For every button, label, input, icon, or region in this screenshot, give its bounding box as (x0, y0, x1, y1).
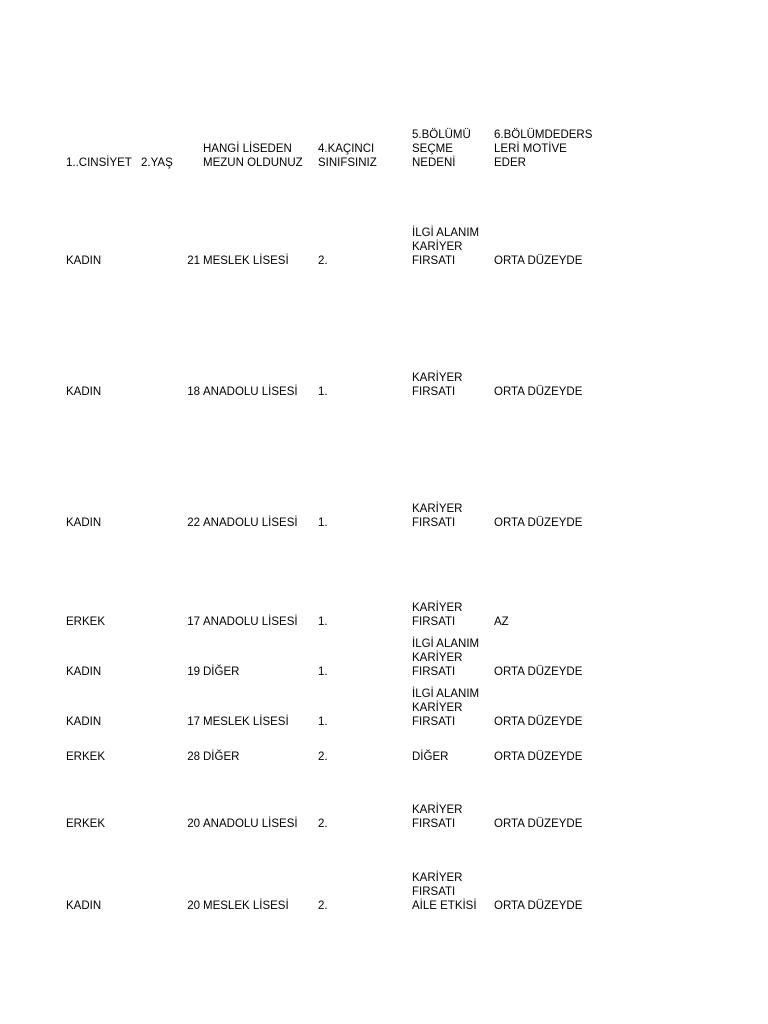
cell-reason-line: KARİYER (412, 652, 463, 664)
cell-motivation: ORTA DÜZEYDE (494, 751, 583, 763)
cell-reason (412, 226, 479, 268)
cell-reason (412, 637, 479, 679)
cell-reason-line: FIRSATI (412, 255, 456, 267)
cell-year: 1. (318, 517, 328, 529)
cell-gender: KADIN (66, 386, 102, 398)
cell-gender: KADIN (66, 517, 102, 529)
cell-motivation: ORTA DÜZEYDE (494, 517, 583, 529)
cell-school: MESLEK LİSESİ (203, 900, 289, 912)
cell-year: 1. (318, 386, 328, 398)
cell-reason-line: FIRSATI (412, 386, 456, 398)
cell-age: 21 (187, 255, 200, 267)
cell-reason (412, 803, 463, 831)
cell-reason-line: AİLE ETKİSİ (412, 900, 477, 912)
cell-age: 18 (187, 386, 200, 398)
cell-school: ANADOLU LİSESİ (203, 386, 298, 398)
cell-gender: ERKEK (66, 751, 105, 763)
cell-reason-line: KARİYER (412, 241, 463, 253)
cell-reason-line: FIRSATI (412, 666, 456, 678)
header-reason (412, 128, 471, 170)
cell-school: DİĞER (203, 666, 240, 678)
cell-reason-line: İLGİ ALANIM (412, 227, 480, 239)
cell-age: 28 (187, 751, 200, 763)
header-school (203, 142, 303, 170)
header-year (318, 142, 377, 170)
header-motivation-line: EDER (494, 157, 526, 169)
cell-gender: KADIN (66, 666, 102, 678)
cell-year: 1. (318, 616, 328, 628)
cell-age: 19 (187, 666, 200, 678)
cell-age: 20 (187, 818, 200, 830)
cell-school: DİĞER (203, 751, 240, 763)
cell-school: MESLEK LİSESİ (203, 716, 289, 728)
cell-reason-line: KARİYER (412, 804, 463, 816)
cell-age: 17 (187, 616, 200, 628)
cell-reason (412, 871, 477, 913)
header-school-line: HANGİ LİSEDEN (203, 143, 292, 155)
cell-reason-line: KARİYER (412, 702, 463, 714)
cell-reason (412, 502, 463, 530)
header-motivation-line: LERİ MOTİVE (494, 143, 567, 155)
cell-gender: KADIN (66, 255, 102, 267)
cell-reason-line: FIRSATI (412, 616, 456, 628)
cell-motivation: ORTA DÜZEYDE (494, 818, 583, 830)
header-year-line: 4.KAÇINCI (318, 143, 375, 155)
cell-school: ANADOLU LİSESİ (203, 517, 298, 529)
cell-reason-line: KARİYER (412, 602, 463, 614)
cell-age: 20 (187, 900, 200, 912)
cell-year: 2. (318, 255, 328, 267)
cell-reason-line: İLGİ ALANIM (412, 688, 480, 700)
cell-reason (412, 371, 463, 399)
cell-gender: KADIN (66, 900, 102, 912)
cell-age: 22 (187, 517, 200, 529)
header-reason-line: 5.BÖLÜMÜ (412, 129, 471, 141)
header-gender: 1..CINSİYET (66, 157, 132, 169)
cell-motivation: ORTA DÜZEYDE (494, 386, 583, 398)
cell-gender: ERKEK (66, 818, 105, 830)
cell-motivation: ORTA DÜZEYDE (494, 716, 583, 728)
cell-motivation: ORTA DÜZEYDE (494, 255, 583, 267)
cell-motivation: ORTA DÜZEYDE (494, 900, 583, 912)
cell-motivation: ORTA DÜZEYDE (494, 666, 583, 678)
cell-reason-line: DİĞER (412, 751, 449, 763)
cell-gender: KADIN (66, 716, 102, 728)
cell-reason (412, 687, 479, 729)
cell-reason-line: KARİYER (412, 503, 463, 515)
header-year-line: SINIFSINIZ (318, 157, 377, 169)
header-motivation (494, 128, 592, 170)
cell-reason-line: KARİYER (412, 872, 463, 884)
cell-school: ANADOLU LİSESİ (203, 616, 298, 628)
header-age: 2.YAŞ (141, 157, 173, 169)
cell-year: 2. (318, 818, 328, 830)
cell-reason (412, 750, 448, 764)
cell-year: 2. (318, 900, 328, 912)
header-motivation-line: 6.BÖLÜMDEDERS (494, 129, 593, 141)
header-reason-line: SEÇME (412, 143, 453, 155)
cell-year: 1. (318, 716, 328, 728)
cell-motivation: AZ (494, 616, 509, 628)
cell-year: 2. (318, 751, 328, 763)
header-school-line: MEZUN OLDUNUZ (203, 157, 303, 169)
cell-gender: ERKEK (66, 616, 105, 628)
header-reason-line: NEDENİ (412, 157, 456, 169)
cell-reason (412, 601, 463, 629)
cell-reason-line: FIRSATI (412, 886, 456, 898)
cell-year: 1. (318, 666, 328, 678)
cell-age: 17 (187, 716, 200, 728)
cell-reason-line: İLGİ ALANIM (412, 638, 480, 650)
cell-reason-line: FIRSATI (412, 818, 456, 830)
cell-school: MESLEK LİSESİ (203, 255, 289, 267)
cell-reason-line: FIRSATI (412, 716, 456, 728)
cell-school: ANADOLU LİSESİ (203, 818, 298, 830)
cell-reason-line: FIRSATI (412, 517, 456, 529)
cell-reason-line: KARİYER (412, 372, 463, 384)
